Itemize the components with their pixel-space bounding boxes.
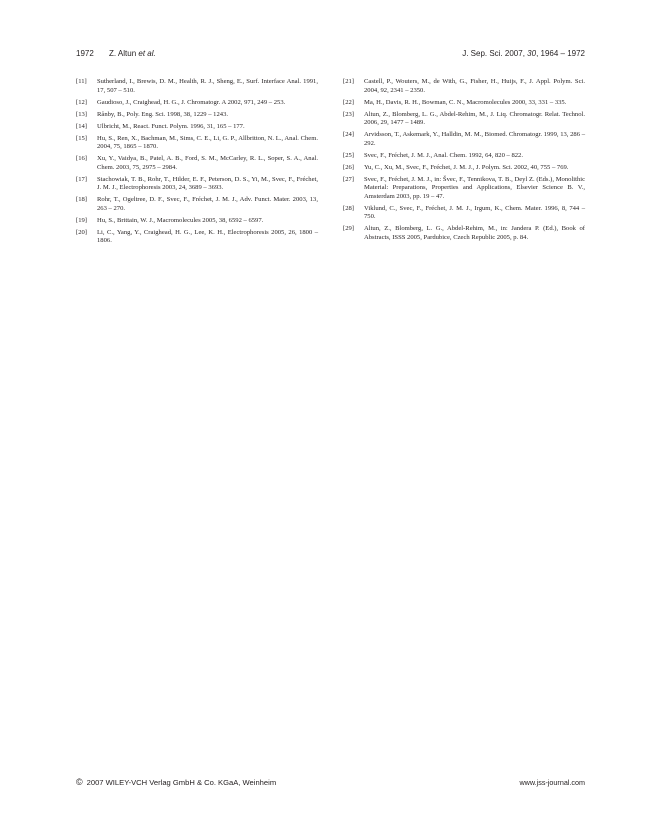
running-author bbox=[109, 49, 156, 58]
reference-text: Xu, Y., Vaidya, B., Patel, A. B., Ford, S. M., McCarley, R. L., Soper, S. A., Anal. Chem. 2003, 75, 2975 – 2984. bbox=[97, 155, 318, 171]
reference-text: Rohr, T., Ogeltree, D. F., Svec, F., Fréchet, J. M. J., Adv. Funct. Mater. 2003, 13, 263 – 270. bbox=[97, 196, 318, 212]
reference-number: [27] bbox=[343, 175, 354, 183]
reference-number: [19] bbox=[76, 216, 87, 224]
reference-text: Sutherland, I., Brewis, D. M., Health, R. J., Sheng, E., Surf. Interface Anal. 1991, 17, 507 – 510. bbox=[97, 78, 318, 94]
reference-text: Yu, C., Xu, M., Svec, F., Fréchet, J. M. J., J. Polym. Sci. 2002, 40, 755 – 769. bbox=[364, 163, 569, 171]
reference-number: [11] bbox=[76, 78, 87, 85]
reference-number: [15] bbox=[76, 134, 87, 142]
page-number: 1972 bbox=[76, 49, 94, 58]
reference-item bbox=[343, 99, 585, 108]
reference-number: [28] bbox=[343, 204, 354, 212]
copyright-icon: © bbox=[76, 777, 83, 787]
reference-item bbox=[76, 229, 318, 246]
reference-item bbox=[76, 135, 318, 152]
footer-copyright bbox=[76, 777, 276, 787]
running-header-right bbox=[462, 49, 585, 58]
reference-item bbox=[343, 131, 585, 148]
reference-item bbox=[76, 111, 318, 120]
journal-prefix: J. Sep. Sci. 2007, bbox=[462, 49, 528, 58]
reference-text: Rånby, B., Poly. Eng. Sci. 1998, 38, 1229 – 1243. bbox=[97, 110, 229, 118]
journal-volume: 30 bbox=[527, 49, 537, 58]
reference-item bbox=[76, 196, 318, 213]
reference-number: [16] bbox=[76, 155, 87, 163]
reference-text: Arvidsson, T., Askemark, Y., Halldin, M. M., Biomed. Chromatogr. 1999, 13, 286 – 292. bbox=[364, 131, 585, 147]
reference-item bbox=[343, 78, 585, 95]
reference-text: Castell, P., Wouters, M., de With, G., Fisher, H., Huijs, F., J. Appl. Polym. Sci. 2004, 92, 2341 – 2350. bbox=[364, 78, 585, 94]
reference-text: Gaudioso, J., Craighead, H. G., J. Chromatogr. A 2002, 971, 249 – 253. bbox=[97, 98, 286, 106]
reference-item bbox=[76, 99, 318, 108]
footer-url[interactable]: www.jss-journal.com bbox=[519, 778, 585, 787]
reference-number: [12] bbox=[76, 98, 87, 106]
reference-number: [25] bbox=[343, 151, 354, 159]
reference-item bbox=[76, 176, 318, 193]
reference-text: Li, C., Yang, Y., Craighead, H. G., Lee, K. H., Electrophoresis 2005, 26, 1800 – 1806. bbox=[97, 228, 318, 245]
author-name: Z. Altun bbox=[109, 49, 137, 58]
reference-number: [29] bbox=[343, 225, 354, 233]
reference-number: [20] bbox=[76, 228, 87, 236]
reference-number: [21] bbox=[343, 78, 354, 85]
reference-item bbox=[343, 152, 585, 161]
reference-number: [17] bbox=[76, 175, 87, 183]
reference-item bbox=[76, 217, 318, 226]
journal-pages: , 1964 – 1972 bbox=[536, 49, 585, 58]
reference-text: Hu, S., Ren, X., Bachman, M., Sims, C. E., Li, G. P., Allbritton, N. L., Anal. Chem. 2004, 75, 1865 – 1870. bbox=[97, 134, 318, 151]
reference-text: Ma, H., Davis, R. H., Bowman, C. N., Macromolecules 2000, 33, 331 – 335. bbox=[364, 98, 567, 106]
reference-text: Altun, Z., Blomberg, L. G., Abdel-Rehim, M., J. Liq. Chromatogr. Relat. Technol. 2006, 29, 1477 – 1489. bbox=[364, 110, 585, 127]
reference-item bbox=[343, 164, 585, 173]
reference-number: [14] bbox=[76, 122, 87, 130]
reference-text: Ulbricht, M., React. Funct. Polym. 1996, 31, 165 – 177. bbox=[97, 122, 245, 130]
reference-item bbox=[76, 78, 318, 95]
references-right-column bbox=[343, 78, 585, 246]
reference-number: [18] bbox=[76, 196, 87, 204]
reference-text: Stachowiak, T. B., Rohr, T., Hilder, E. F., Peterson, D. S., Yi, M., Svec, F., Fréchet, J. M. J., Electrophoresis 2003, 24, 3689 – 3693. bbox=[97, 175, 318, 192]
copyright-text: 2007 WILEY-VCH Verlag GmbH & Co. KGaA, Weinheim bbox=[86, 778, 277, 787]
reference-item bbox=[343, 111, 585, 128]
reference-item bbox=[343, 205, 585, 222]
references-left-column bbox=[76, 78, 318, 249]
reference-number: [26] bbox=[343, 163, 354, 171]
reference-text: Hu, S., Brittain, W. J., Macromolecules 2005, 38, 6592 – 6597. bbox=[97, 216, 264, 224]
reference-text: Svec, F., Fréchet, J. M. J., in: Švec, F., Tennikova, T. B., Deyl Z. (Eds.), Monolithic Material: Preparations, Properties and Applications, Elsevier Science B. V., Amsterdam 2003, pp. 19 – 47. bbox=[364, 175, 585, 200]
reference-text: Svec, F., Fréchet, J. M. J., Anal. Chem. 1992, 64, 820 – 822. bbox=[364, 151, 523, 159]
reference-number: [23] bbox=[343, 110, 354, 118]
reference-item bbox=[343, 176, 585, 202]
reference-number: [13] bbox=[76, 110, 87, 118]
reference-item bbox=[76, 123, 318, 132]
reference-text: Altun, Z., Blomberg, L. G., Abdel-Rehim, M., in: Jandera P. (Ed.), Book of Abstracts, ISSS 2005, Pardubice, Czech Republic 2005, p. 84. bbox=[364, 225, 585, 242]
reference-number: [24] bbox=[343, 131, 354, 139]
reference-text: Viklund, C., Svec, F., Fréchet, J. M. J., Irgum, K., Chem. Mater. 1996, 8, 744 – 750. bbox=[364, 204, 585, 221]
author-suffix: et al. bbox=[136, 49, 156, 58]
reference-item bbox=[76, 155, 318, 172]
running-header-left bbox=[76, 49, 156, 58]
reference-item bbox=[343, 225, 585, 242]
reference-number: [22] bbox=[343, 98, 354, 106]
